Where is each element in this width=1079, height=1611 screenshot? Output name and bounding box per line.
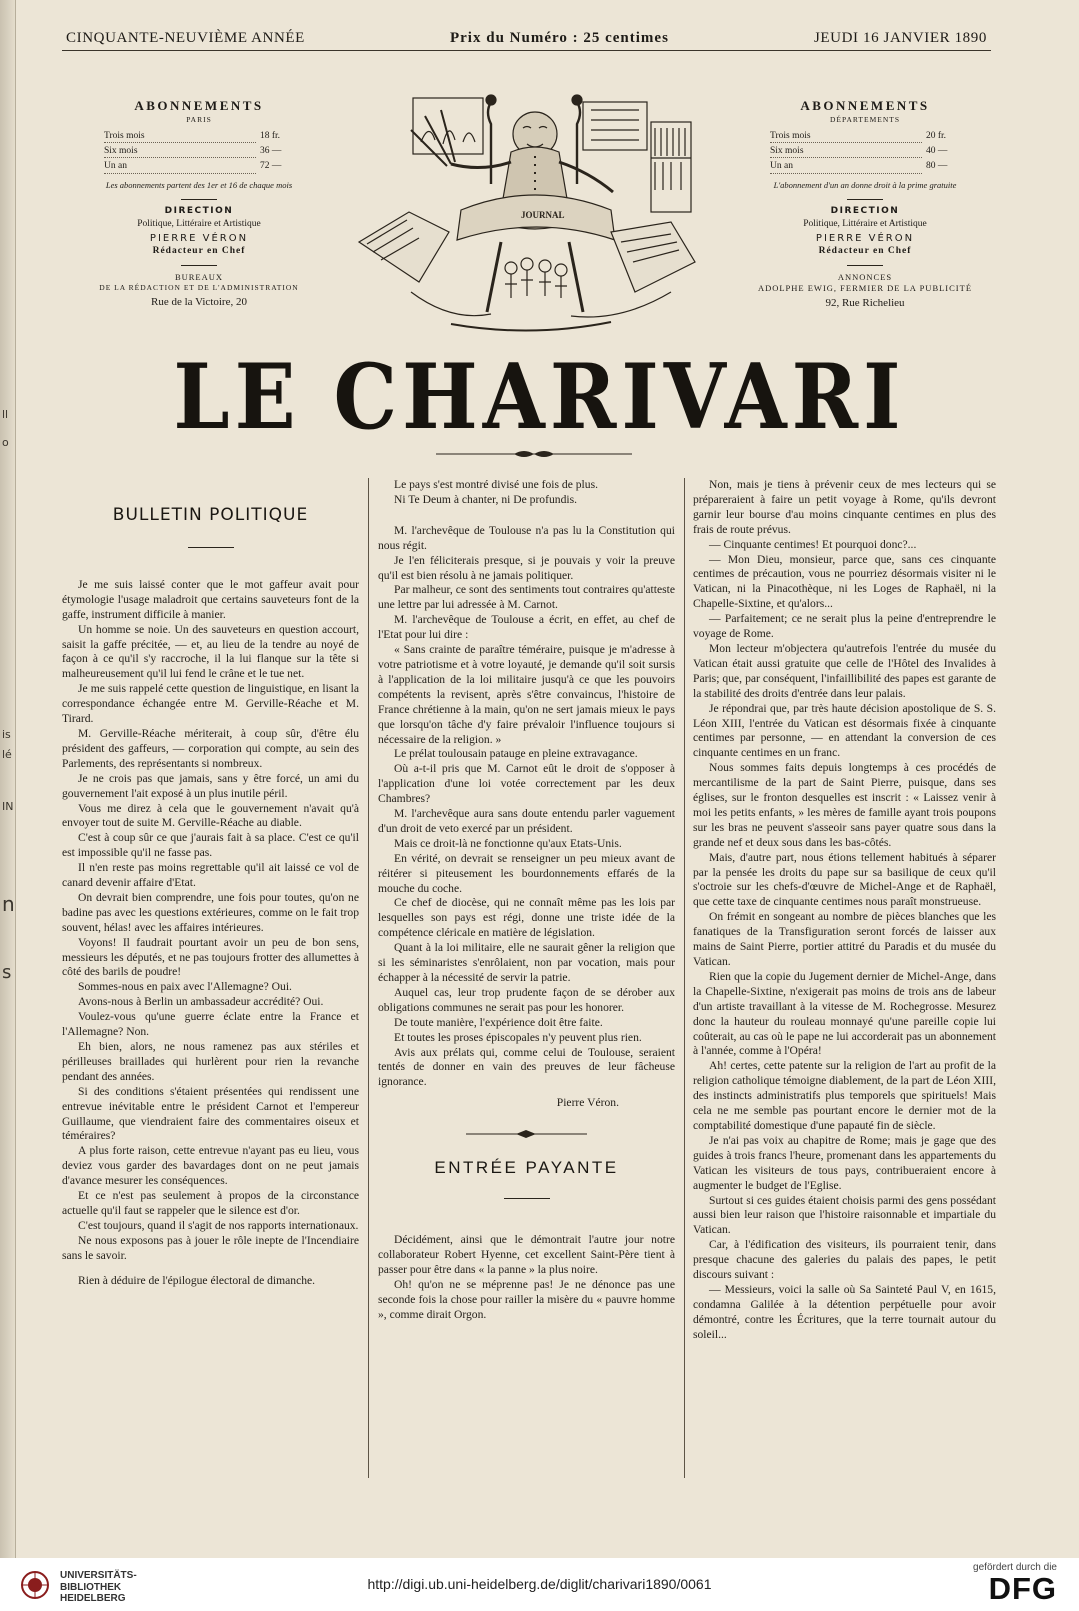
editor-name: PIERRE VÉRON xyxy=(815,232,915,244)
paragraph: Où a-t-il pris que M. Carnot eût le droit de s'opposer à l'application d'une loi votée correctement par les deux Chambres? xyxy=(378,762,675,806)
digitization-footer xyxy=(0,1558,1079,1611)
paragraph: De toute manière, l'expérience doit être faite. xyxy=(394,1015,603,1029)
paragraph: Je me suis laissé conter que le mot gaffeur avait pour étymologie l'usage maladroit que certains sauveteurs font de la gaffe, instrument difficile à manier. xyxy=(62,577,359,621)
paragraph: — Messieurs, voici la salle où Sa Sainteté Paul V, en 1615, condamna Galilée à la détention perpétuelle pour avoir démontré, contre les Écritures, que la terre tournait autour du soleil... xyxy=(693,1282,996,1341)
paragraph: Ce chef de diocèse, qui ne connaît même pas les lois par lesquelles son pays est régi, donne une triste idée de la compétence cléricale en matière de législation. xyxy=(378,896,675,940)
rate-table xyxy=(770,131,960,177)
paragraph: Eh bien, alors, ne nous ramenez pas aux stériles et périlleuses braillades qui hurlèrent pour rien la revanche pendant des années. xyxy=(62,1040,359,1083)
section-title-entree: ENTRÉE PAYANTE xyxy=(434,1158,619,1178)
paragraph: Le prélat toulousain patauge en pleine extravagance. xyxy=(394,747,638,761)
edge-fragment: IN xyxy=(2,800,14,813)
paragraph: Surtout si ces guides étaient choisis parmi des gens possédant aussi bien leur raison que l'histoire raisonnable et impartiale du Vatican. xyxy=(693,1193,996,1237)
paragraph: C'est à coup sûr ce que j'aurais fait à sa place. C'est ce qu'il est impossible qu'il ne fasse pas. xyxy=(62,831,359,860)
paragraph: Par malheur, ce sont des sentiments tout contraires qu'atteste une lettre par lui adressée à M. Carnot. xyxy=(378,583,675,612)
rate-value: 40 — xyxy=(926,146,948,157)
paragraph: Voulez-vous qu'une guerre éclate entre la France et l'Allemagne? Non. xyxy=(62,1010,359,1039)
subs-title: ABONNEMENTS xyxy=(134,98,264,113)
masthead-title: LE CHARIVARI xyxy=(173,344,906,450)
paragraph: Le pays s'est montré divisé une fois de plus. xyxy=(394,478,598,491)
paragraph: « Sans crainte de paraître téméraire, puisque je m'adresse à votre patriotisme et à votre loyauté, je demande qu'il soit sursis à l'application de la loi militaire jusqu'à ce que les pouvoirs compétents la revisent, après s'être convaincus, l'histoire de France chrétienne à la main, qu'on ne sert jamais mieux le pays que lorsqu'on tâche d'y faire prévaloir l'influence toujours si nécessaire de la religion. » xyxy=(378,643,675,746)
rate-row xyxy=(104,161,294,176)
edge-fragment: n xyxy=(2,892,15,916)
masthead-ornament xyxy=(436,447,632,461)
paragraph: Vous me direz à cela que le gouvernement n'avait qu'à envoyer tout de suite M. Gerville-Réache au diable. xyxy=(62,801,359,830)
paragraph: Avis aux prélats qui, comme celui de Toulouse, seraient tentés de donner en vain des preuves de leur fâcheuse ignorance. xyxy=(378,1045,675,1089)
paragraph: Et ce n'est pas seulement à propos de la circonstance actuelle qu'il faut se rappeler que le silence est d'or. xyxy=(62,1189,359,1217)
price-label: Prix du Numéro : 25 centimes xyxy=(449,30,669,46)
paragraph: Car, à l'édification des visiteurs, ils pourraient tenir, dans presque chacune des galeries du palais des papes, le petit discours suivant : xyxy=(693,1238,996,1282)
rate-value: 20 fr. xyxy=(926,130,947,141)
bureaux-label: BUREAUX xyxy=(174,272,224,283)
editor-role: Rédacteur en Chef xyxy=(152,245,246,256)
rate-label: Six mois xyxy=(770,146,922,158)
subs-subtitle: PARIS xyxy=(186,114,212,124)
bureaux-sub: DE LA RÉDACTION ET DE L'ADMINISTRATION xyxy=(99,283,299,293)
column-rule xyxy=(684,478,685,1478)
rate-label: Un an xyxy=(104,161,256,173)
ads-address: 92, Rue Richelieu xyxy=(825,297,905,310)
library-name-line: UNIVERSITÄTS- xyxy=(60,1570,137,1581)
paragraph: On devrait bien comprendre, une fois pour toutes, qu'on ne badine pas avec les questions extérieures, comme on le fait trop souvent, hélas! avec les affaires intérieures. xyxy=(62,890,359,934)
paragraph: A plus forte raison, cette entrevue n'ayant pas eu lieu, vous deviez vous garder des bavardages dont on ne peut jamais d'avance mesurer les conséquences. xyxy=(62,1144,359,1188)
column-2 xyxy=(378,478,675,1323)
paragraph: Je ne crois pas que jamais, sans y être forcé, un ami du gouvernement l'ait exposé à un plus inutile péril. xyxy=(62,771,359,800)
direction-sub: Politique, Littéraire et Artistique xyxy=(803,218,927,229)
subscriptions-departements xyxy=(740,98,990,311)
paragraph: M. Gerville-Réache mériterait, à coup sûr, d'être élu président des gaffeurs, — corporation qui compte, au sein des Parlements, des représentants si nombreux. xyxy=(62,726,359,770)
top-rule xyxy=(62,50,991,51)
rate-row xyxy=(104,131,294,146)
paragraph: Décidément, ainsi que le démontrait l'autre jour notre collaborateur Robert Hyenne, cet excellent Saint-Père tient à passer pour être dans « la panne » la plus noire. xyxy=(378,1233,675,1276)
column-3 xyxy=(693,478,996,1343)
paragraph: Non, mais je tiens à prévenir ceux de mes lecteurs qui se prépareraient à faire un petit voyage à Rome, qu'ils devront garnir leur bourse d'au moins cinquante centimes en plus des frais de route prévus. xyxy=(693,478,996,536)
rate-value: 36 — xyxy=(260,146,282,157)
masthead-vignette-illustration xyxy=(351,92,703,340)
rate-label: Trois mois xyxy=(770,131,922,143)
edge-fragment: ll xyxy=(2,408,9,421)
wall-picture xyxy=(413,98,483,154)
wall-picture xyxy=(583,102,647,150)
paragraph: M. l'archevêque aura sans doute entendu parler vaguement d'un droit de veto exercé par un président. xyxy=(378,807,675,835)
paragraph: En vérité, on devrait se renseigner un peu mieux avant de réitérer si piteusement les bourdonnements effarés de la mouche du coche. xyxy=(378,851,675,895)
edge-fragment: s xyxy=(2,962,12,983)
rate-value: 18 fr. xyxy=(260,130,281,141)
paragraph: Je me suis rappelé cette question de linguistique, en lisant la correspondance échangée entre M. Gerville-Réache et M. Tirard. xyxy=(62,682,359,726)
editor-role: Rédacteur en Chef xyxy=(818,245,912,256)
direction-label: DIRECTION xyxy=(164,205,234,216)
library-name-line: BIBLIOTHEK xyxy=(60,1581,122,1593)
paragraph: Mon lecteur m'objectera qu'autrefois l'entrée du musée du Vatican était aussi gratuite que celle de l'Hôtel des Invalides à Paris; que, par conséquent, l'infaillibilité des papes est garante de la stabilité des droits d'entrée dans leur palais. xyxy=(693,641,996,700)
paragraph: On frémit en songeant au nombre de pièces blanches que les fanatiques de la Transfiguration seront forcés de laisser aux mains de Saint Pierre, portier attitré du Paradis et du musée du Vatican. xyxy=(693,910,996,968)
date-label: JEUDI 16 JANVIER 1890 xyxy=(813,30,987,46)
binding-edge xyxy=(0,0,16,1558)
section-title-bulletin: BULLETIN POLITIQUE xyxy=(112,505,309,525)
year-label: CINQUANTE-NEUVIÈME ANNÉE xyxy=(66,30,305,46)
direction-label: DIRECTION xyxy=(830,205,900,216)
scroll-label: JOURNAL xyxy=(521,210,565,220)
rate-table xyxy=(104,131,294,177)
divider xyxy=(847,265,883,266)
column-1 xyxy=(62,478,359,1289)
subs-note: L'abonnement d'un an donne droit à la prime gratuite xyxy=(773,179,957,190)
paragraph: Mais, d'autre part, nous étions tellement habitués à séparer par la pensée les droits du pape sur sa basilique de ceux qu'il s'octroie sur les chefs-d'œuvre de Michel-Ange et de Raphaël, que cette taxe de cinquante centimes nous paraît monstrueuse. xyxy=(693,850,996,909)
editor-name: PIERRE VÉRON xyxy=(149,232,249,244)
paragraph: Et toutes les proses épiscopales n'y peuvent plus rien. xyxy=(394,1030,642,1044)
divider xyxy=(181,199,217,200)
paragraph: Nous sommes faits depuis longtemps à ces procédés de mercantilisme de la part de Saint Pierre, puisque, dans ses églises, sur le fronton desquelles est inscrit : « Laissez venir à moi les petits enfants, » les mères de famille ayant trois poupons sur les bras ne peuvent s'asseoir sans payer quatre sous dans la grande nef et deux sous dans les bas-côtés. xyxy=(693,761,996,849)
paragraph: Rien à déduire de l'épilogue électoral de dimanche. xyxy=(78,1273,316,1287)
subs-subtitle: DÉPARTEMENTS xyxy=(829,114,901,124)
annonces-label: ANNONCES xyxy=(837,272,893,283)
rate-value: 72 — xyxy=(260,161,282,172)
library-name-line: HEIDELBERG xyxy=(60,1593,126,1604)
rate-row xyxy=(770,131,960,146)
rate-label: Un an xyxy=(770,161,922,173)
edge-fragment: o xyxy=(2,436,9,449)
paragraph: Ni Te Deum à chanter, ni De profundis. xyxy=(394,492,577,506)
rate-value: 80 — xyxy=(926,161,948,172)
funder-text: gefördert durch die xyxy=(973,1562,1057,1573)
rate-label: Trois mois xyxy=(104,131,256,143)
subs-title: ABONNEMENTS xyxy=(800,98,930,113)
paragraph: Oh! qu'on ne se méprenne pas! Je ne dénonce pas une seconde fois la chose pour railler la misère du « pauvre homme », comme dirait Orgon. xyxy=(378,1277,675,1321)
rate-row xyxy=(770,161,960,176)
paragraph: Si des conditions s'étaient présentées qui rendissent une entrevue inévitable entre le président Carnot et l'empereur Guillaume, que viendraient faire des commentaires oiseux et téméraires? xyxy=(62,1084,359,1143)
divider xyxy=(847,199,883,200)
paragraph: Ah! certes, cette patente sur la religion de l'art au profit de la religion catholique témoigne diablement, de la part de Léon XIII, des instincts administratifs plus temporels que spirituels! Mais cela ne me semble pas pourtant encore le dernier mot de la comptabilité domestique d'une papauté fin de siècle. xyxy=(693,1059,996,1132)
edge-fragment: lé xyxy=(2,748,12,761)
source-url-link[interactable]: http://digi.ub.uni-heidelberg.de/diglit/charivari1890/0061 xyxy=(367,1576,712,1592)
subs-note: Les abonnements partent des 1er et 16 de chaque mois xyxy=(105,179,293,190)
signature: Pierre Véron. xyxy=(556,1096,619,1110)
rate-label: Six mois xyxy=(104,146,256,158)
paragraph: Je répondrai que, par très haute décision apostolique de S. S. Léon XIII, l'entrée du Vatican est désormais fixée à cinquante centimes par personne, — en attendant la conversion de ces cinquante centimes en un franc. xyxy=(693,701,996,760)
paragraph: — Parfaitement; ce ne serait plus la peine d'entreprendre le voyage de Rome. xyxy=(693,612,996,641)
paragraph: Ne nous exposons pas à jouer le rôle inepte de l'Incendiaire sans le savoir. xyxy=(62,1233,359,1262)
paragraph: Je l'en féliciterais presque, si je pouvais y voir la preuve qu'il est bien résolu à ne jamais politiquer. xyxy=(378,553,675,582)
paragraph: M. l'archevêque de Toulouse a écrit, en effet, au chef de l'Etat pour lui dire : xyxy=(378,613,675,642)
annonces-sub: ADOLPHE EWIG, FERMIER DE LA PUBLICITÉ xyxy=(757,283,973,294)
paragraph: Voyons! Il faudrait pourtant avoir un peu de bon sens, messieurs les députés, et ne pas toujours frotter des allumettes à côté des barils de poudre! xyxy=(62,935,359,979)
divider xyxy=(181,265,217,266)
paragraph: — Mon Dieu, monsieur, parce que, sans ces cinquante centimes de précaution, vous ne pourriez désormais visiter ni le Vatican, ni la Pinacothèque, ni les Loges de Raphaël, ni la Chapelle-Sixtine, et qu'alors... xyxy=(693,552,996,611)
paragraph: Avons-nous à Berlin un ambassadeur accrédité? Oui. xyxy=(78,995,324,1009)
paragraph: C'est toujours, quand il s'agit de nos rapports internationaux. xyxy=(78,1218,359,1232)
column-rule xyxy=(368,478,369,1478)
paragraph: Un homme se noie. Un des sauveteurs en question accourt, saisit la gaffe précitée, — et, au lieu de la tendre au noyé de façon à ce qu'il s'y raccroche, il la lui flanque sur la tête si malheureusement qu'il lui fend le crâne et le tue net. xyxy=(62,622,359,681)
office-address: Rue de la Victoire, 20 xyxy=(151,296,247,309)
paragraph: Je n'ai pas voix au chapitre de Rome; mais je gage que des guides à trois francs l'heure, promenant dans les appartements du Vatican les visiteurs de tous pays, contribueraient encore à augmenter le budget de l'Eglise. xyxy=(693,1133,996,1192)
paragraph: Mais ce droit-là ne fonctionne qu'aux Etats-Unis. xyxy=(394,836,622,850)
rate-row xyxy=(104,146,294,161)
paragraph: Auquel cas, leur trop prudente façon de se dérober aux obligations communes ne serait pas pour les honorer. xyxy=(378,985,675,1014)
direction-sub: Politique, Littéraire et Artistique xyxy=(137,218,261,229)
dfg-logo: DFG xyxy=(988,1571,1057,1606)
rate-row xyxy=(770,146,960,161)
top-line xyxy=(66,30,987,47)
funder-block xyxy=(973,1562,1057,1605)
section-ornament xyxy=(378,1129,675,1139)
paragraph: Rien que la copie du Jugement dernier de Michel-Ange, dans la Chapelle-Sixtine, n'exigerait pas moins de trois ans de labeur d'un artiste travaillant à la vitesse de M. Rochegrosse. Mesurez donc la hauteur du rouleau monnayé qu'une pareille copie lui coûterait, au cas où le pape ne lui accorderait pas un abonnement à l'année, comme à l'Opéra! xyxy=(693,969,996,1058)
subscriptions-paris xyxy=(74,98,324,309)
paragraph: Quant à la loi militaire, elle ne saurait gêner la religion que si les séminaristes s'enrôlaient, non par vocation, mais pour échapper à la nécessité de servir la patrie. xyxy=(378,941,675,984)
paragraph: Il n'en reste pas moins regrettable qu'il ait laissé ce vol de canard devenir affaire d'Etat. xyxy=(62,861,359,890)
paragraph: Sommes-nous en paix avec l'Allemagne? Oui. xyxy=(78,980,292,994)
paragraph: M. l'archevêque de Toulouse n'a pas lu la Constitution qui nous régit. xyxy=(378,523,675,552)
paragraph: — Cinquante centimes! Et pourquoi donc?... xyxy=(709,537,917,551)
edge-fragment: is xyxy=(2,728,11,741)
